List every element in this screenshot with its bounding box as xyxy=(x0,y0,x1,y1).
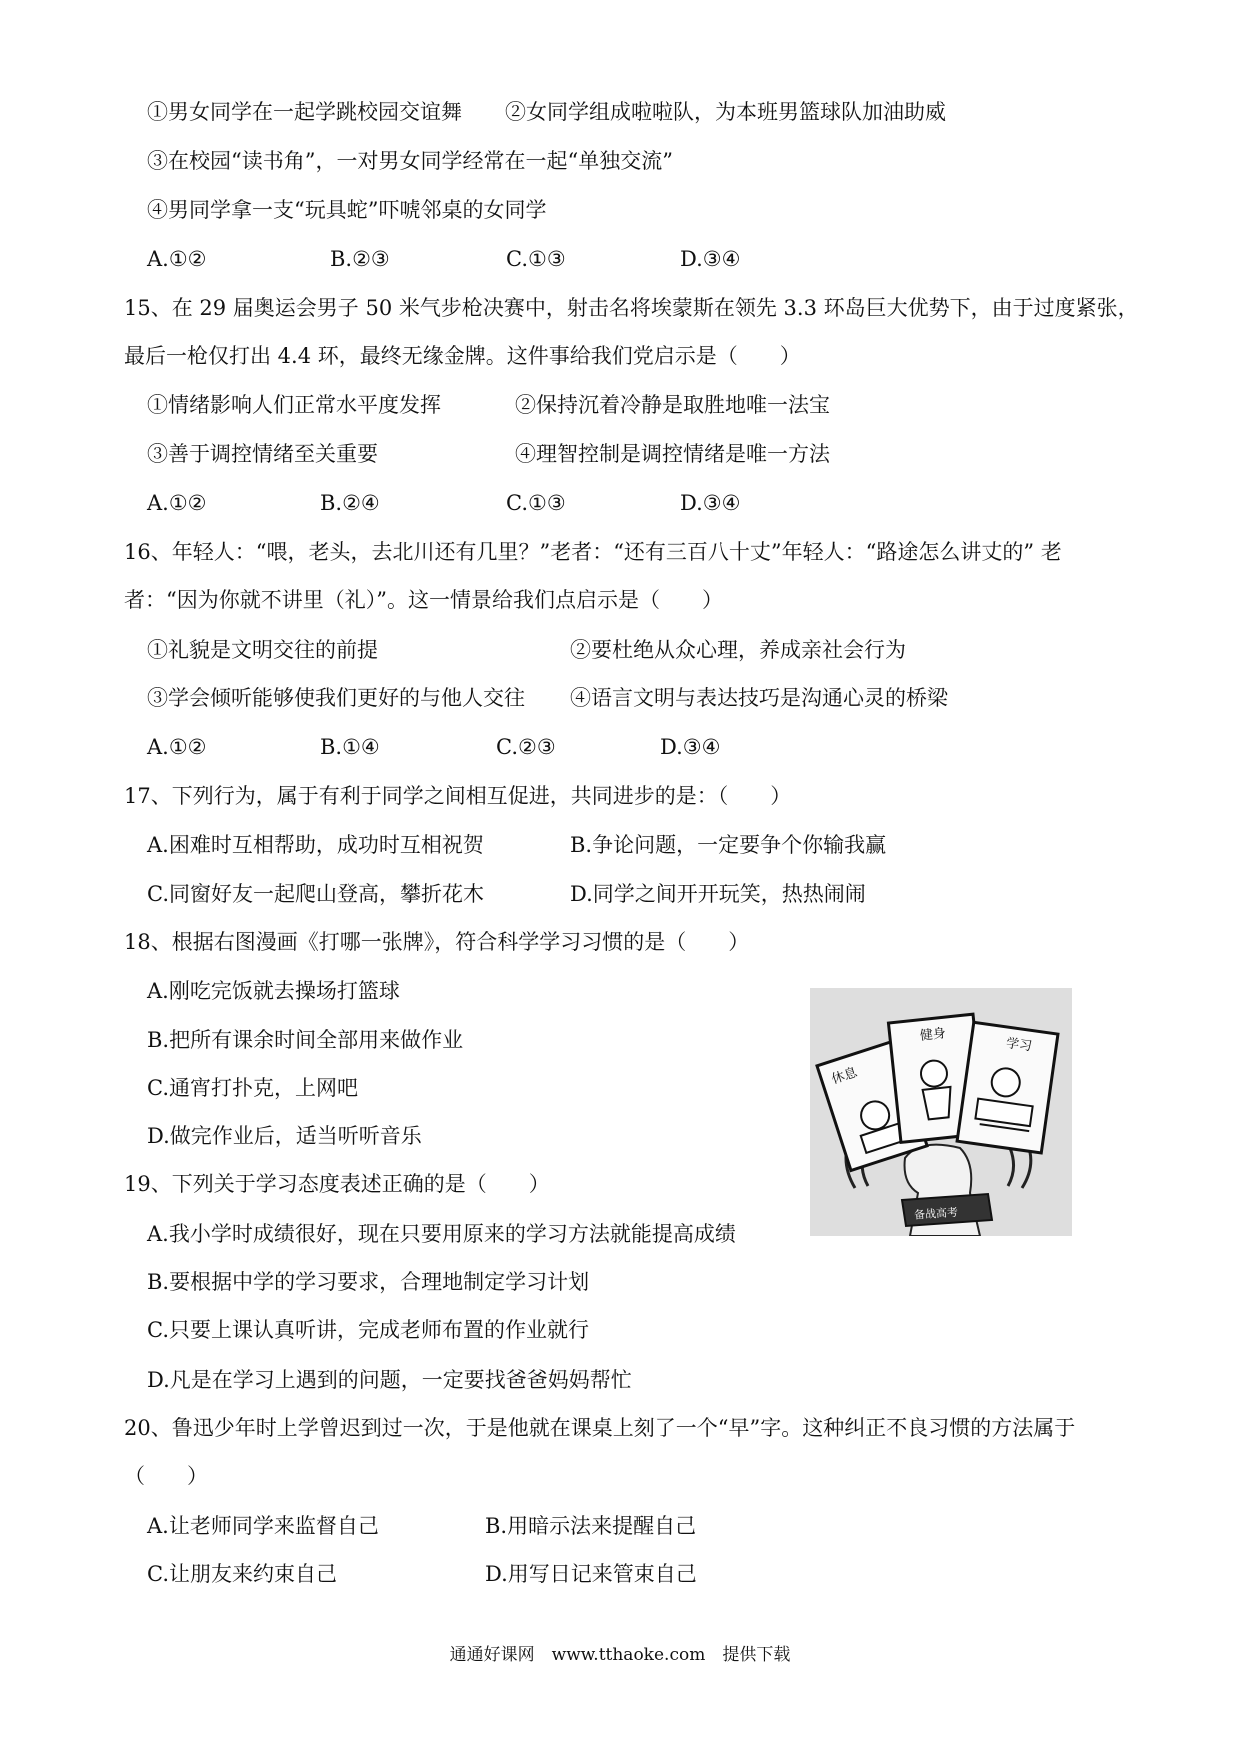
q19-option-c: C.只要上课认真听讲，完成老师布置的作业就行 xyxy=(147,1318,589,1342)
q15-stem-line-2: 最后一枪仅打出 4.4 环，最终无缘金牌。这件事给我们党启示是（ ） xyxy=(124,344,801,368)
q16-statement-3: ③学会倾听能够使我们更好的与他人交往 xyxy=(147,686,525,710)
q17-option-b: B.争论问题，一定要争个你输我赢 xyxy=(570,833,887,857)
q16-option-a: A.①② xyxy=(147,735,207,759)
q15-statement-1: ①情绪影响人们正常水平度发挥 xyxy=(147,393,441,417)
q15-option-c: C.①③ xyxy=(506,491,566,515)
q15-statement-4: ④理智控制是调控情绪是唯一方法 xyxy=(515,442,830,466)
q15-option-d: D.③④ xyxy=(680,491,741,515)
q14-statement-3: ③在校园“读书角”，一对男女同学经常在一起“单独交流” xyxy=(147,149,673,173)
q16-statement-4: ④语言文明与表达技巧是沟通心灵的桥梁 xyxy=(570,686,948,710)
q17-option-a: A.困难时互相帮助，成功时互相祝贺 xyxy=(147,833,484,857)
q14-statement-1: ①男女同学在一起学跳校园交谊舞 xyxy=(147,100,462,124)
q19-option-a: A.我小学时成绩很好，现在只要用原来的学习方法就能提高成绩 xyxy=(147,1222,736,1246)
q15-option-b: B.②④ xyxy=(320,491,380,515)
q17-stem: 17、下列行为，属于有利于同学之间相互促进，共同进步的是：（ ） xyxy=(124,784,792,808)
q19-option-b: B.要根据中学的学习要求，合理地制定学习计划 xyxy=(147,1270,590,1294)
q15-option-a: A.①② xyxy=(147,491,207,515)
q20-option-c: C.让朋友来约束自己 xyxy=(147,1562,337,1586)
q15-statement-3: ③善于调控情绪至关重要 xyxy=(147,442,378,466)
q16-stem-line-1: 16、年轻人：“喂，老头，去北川还有几里？”老者：“还有三百八十丈”年轻人：“路途怎么讲丈的” 老 xyxy=(124,540,1062,564)
q20-option-d: D.用写日记来管束自己 xyxy=(485,1562,697,1586)
card-label-study: 学习 xyxy=(1005,1036,1033,1055)
q14-option-c: C.①③ xyxy=(506,247,566,271)
cartoon-illustration xyxy=(810,988,1072,1236)
q20-option-b: B.用暗示法来提醒自己 xyxy=(485,1514,697,1538)
cartoon-svg xyxy=(810,988,1072,1236)
page-footer: 通通好课网 www.tthaoke.com 提供下载 xyxy=(449,1645,791,1665)
q20-stem-line-1: 20、鲁迅少年时上学曾迟到过一次，于是他就在课桌上刻了一个“早”字。这种纠正不良习惯的方法属于 xyxy=(124,1416,1076,1440)
q16-stem-line-2: 者：“因为你就不讲里（礼）”。这一情景给我们点启示是（ ） xyxy=(124,588,723,612)
q16-option-b: B.①④ xyxy=(320,735,380,759)
q18-option-a: A.刚吃完饭就去操场打篮球 xyxy=(147,979,400,1003)
q14-option-a: A.①② xyxy=(147,247,207,271)
q18-option-d: D.做完作业后，适当听听音乐 xyxy=(147,1124,422,1148)
q19-option-d: D.凡是在学习上遇到的问题，一定要找爸爸妈妈帮忙 xyxy=(147,1368,632,1392)
q18-option-c: C.通宵打扑克，上网吧 xyxy=(147,1076,358,1100)
q20-stem-line-2: （ ） xyxy=(124,1464,208,1488)
q15-statement-2: ②保持沉着冷静是取胜地唯一法宝 xyxy=(515,393,830,417)
q20-option-a: A.让老师同学来监督自己 xyxy=(147,1514,379,1538)
q19-stem: 19、下列关于学习态度表述正确的是（ ） xyxy=(124,1172,550,1196)
q14-statement-2: ②女同学组成啦啦队，为本班男篮球队加油助威 xyxy=(505,100,946,124)
q16-option-c: C.②③ xyxy=(496,735,556,759)
q17-option-d: D.同学之间开开玩笑，热热闹闹 xyxy=(570,882,866,906)
card-label-fitness: 健身 xyxy=(919,1026,947,1044)
q14-option-b: B.②③ xyxy=(330,247,390,271)
q18-option-b: B.把所有课余时间全部用来做作业 xyxy=(147,1028,464,1052)
q16-statement-2: ②要杜绝从众心理，养成亲社会行为 xyxy=(570,638,906,662)
q14-statement-4: ④男同学拿一支“玩具蛇”吓唬邻桌的女同学 xyxy=(147,198,547,222)
hand-label: 备战高考 xyxy=(913,1205,959,1222)
q18-stem: 18、根据右图漫画《打哪一张牌》，符合科学学习习惯的是（ ） xyxy=(124,930,750,954)
q14-option-d: D.③④ xyxy=(680,247,741,271)
q17-option-c: C.同窗好友一起爬山登高，攀折花木 xyxy=(147,882,484,906)
q15-stem-line-1: 15、在 29 届奥运会男子 50 米气步枪决赛中，射击名将埃蒙斯在领先 3.3 环岛巨大优势下，由于过度紧张， xyxy=(124,296,1139,320)
q16-statement-1: ①礼貌是文明交往的前提 xyxy=(147,638,378,662)
card-label-rest: 休息 xyxy=(829,1065,860,1088)
q16-option-d: D.③④ xyxy=(660,735,721,759)
